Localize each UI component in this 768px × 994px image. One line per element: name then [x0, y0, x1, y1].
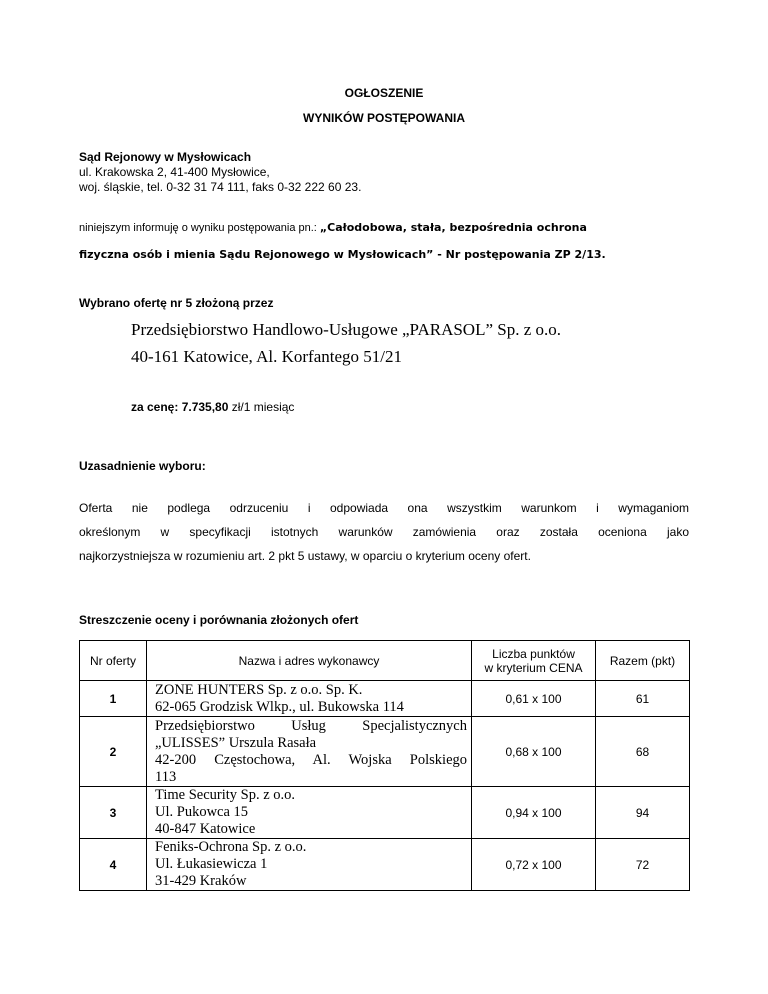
column-header-nr: Nr oferty [80, 641, 147, 681]
total-points: 68 [596, 717, 690, 787]
offers-table [79, 640, 690, 891]
contractor-cell [147, 681, 472, 717]
court-contact-line: woj. śląskie, tel. 0-32 31 74 111, faks 0-32 222 60 23. [79, 180, 362, 194]
summary-heading: Streszczenie oceny i porównania złożonych ofert [79, 613, 359, 627]
winner-name: Przedsiębiorstwo Handlowo-Usługowe „PARASOL” Sp. z o.o. [131, 320, 562, 339]
contractor-line: 40-847 Katowice [155, 821, 256, 837]
contractor-line: 62-065 Grodzisk Wlkp., ul. Bukowska 114 [155, 698, 404, 715]
price-points: 0,72 x 100 [472, 839, 596, 891]
price-points: 0,61 x 100 [472, 681, 596, 717]
column-header-points-line-2: w kryterium CENA [484, 660, 583, 675]
contractor-line: ZONE HUNTERS Sp. z o.o. Sp. K. [155, 681, 363, 698]
procurement-subject-part-1: „Całodobowa, stała, bezpośrednia ochrona [319, 221, 587, 234]
justification-line-2: określonym w specyfikacji istotnych warunków zamówienia oraz została oceniona jako [79, 525, 689, 539]
winner-address: 40-161 Katowice, Al. Korfantego 51/21 [131, 347, 402, 366]
contractor-line: Ul. Pukowca 15 [155, 804, 249, 820]
price-value: za cenę: 7.735,80 [131, 400, 229, 414]
price-unit: zł/1 miesiąc [228, 400, 295, 414]
table-row [80, 839, 690, 891]
contractor-line: Feniks-Ochrona Sp. z o.o. [155, 839, 307, 855]
court-name: Sąd Rejonowy w Mysłowicach [79, 150, 252, 164]
offer-number: 1 [80, 681, 147, 717]
court-address-line: ul. Krakowska 2, 41-400 Mysłowice, [79, 165, 270, 179]
procurement-subject-part-2: fizyczna osób i mienia Sądu Rejonowego w Mysłowicach” - Nr postępowania ZP 2/13. [79, 248, 606, 261]
total-points: 72 [596, 839, 690, 891]
column-header-points [472, 641, 596, 681]
table-header-row [80, 641, 690, 681]
column-header-name: Nazwa i adres wykonawcy [147, 641, 472, 681]
offer-number: 3 [80, 787, 147, 839]
total-points: 61 [596, 681, 690, 717]
offer-number: 4 [80, 839, 147, 891]
total-points: 94 [596, 787, 690, 839]
document-subtitle: WYNIKÓW POSTĘPOWANIA [303, 111, 465, 125]
table-row [80, 717, 690, 787]
price-line [131, 400, 294, 414]
contractor-line: Time Security Sp. z o.o. [155, 787, 296, 803]
contractor-line: Ul. Łukasiewicza 1 [155, 856, 268, 872]
price-points: 0,94 x 100 [472, 787, 596, 839]
contractor-line: „ULISSES” Urszula Rasała [155, 734, 317, 751]
info-prefix: niniejszym informuję o wyniku postępowania pn.: [79, 222, 320, 234]
price-points: 0,68 x 100 [472, 717, 596, 787]
contractor-line: Przedsiębiorstwo Usług Specjalistycznych [155, 717, 467, 734]
justification-line-1: Oferta nie podlega odrzuceniu i odpowiada ona wszystkim warunkom i wymaganiom [79, 501, 689, 515]
contractor-cell [147, 787, 472, 839]
info-paragraph-line-1 [79, 221, 587, 234]
contractor-line: 113 [155, 768, 177, 785]
selected-offer-intro: Wybrano ofertę nr 5 złożoną przez [79, 296, 274, 310]
contractor-cell [147, 839, 472, 891]
justification-heading: Uzasadnienie wyboru: [79, 459, 206, 473]
offer-number: 2 [80, 717, 147, 787]
justification-line-3: najkorzystniejsza w rozumieniu art. 2 pkt 5 ustawy, w oparciu o kryterium oceny ofert. [79, 549, 531, 563]
contractor-line: 42-200 Częstochowa, Al. Wojska Polskiego [155, 751, 467, 768]
column-header-total: Razem (pkt) [596, 641, 690, 681]
contractor-line: 31-429 Kraków [155, 873, 247, 889]
table-row [80, 787, 690, 839]
contractor-cell [147, 717, 472, 787]
document-title: OGŁOSZENIE [344, 86, 424, 100]
column-header-points-line-1: Liczba punktów [492, 646, 575, 661]
table-row [80, 681, 690, 717]
